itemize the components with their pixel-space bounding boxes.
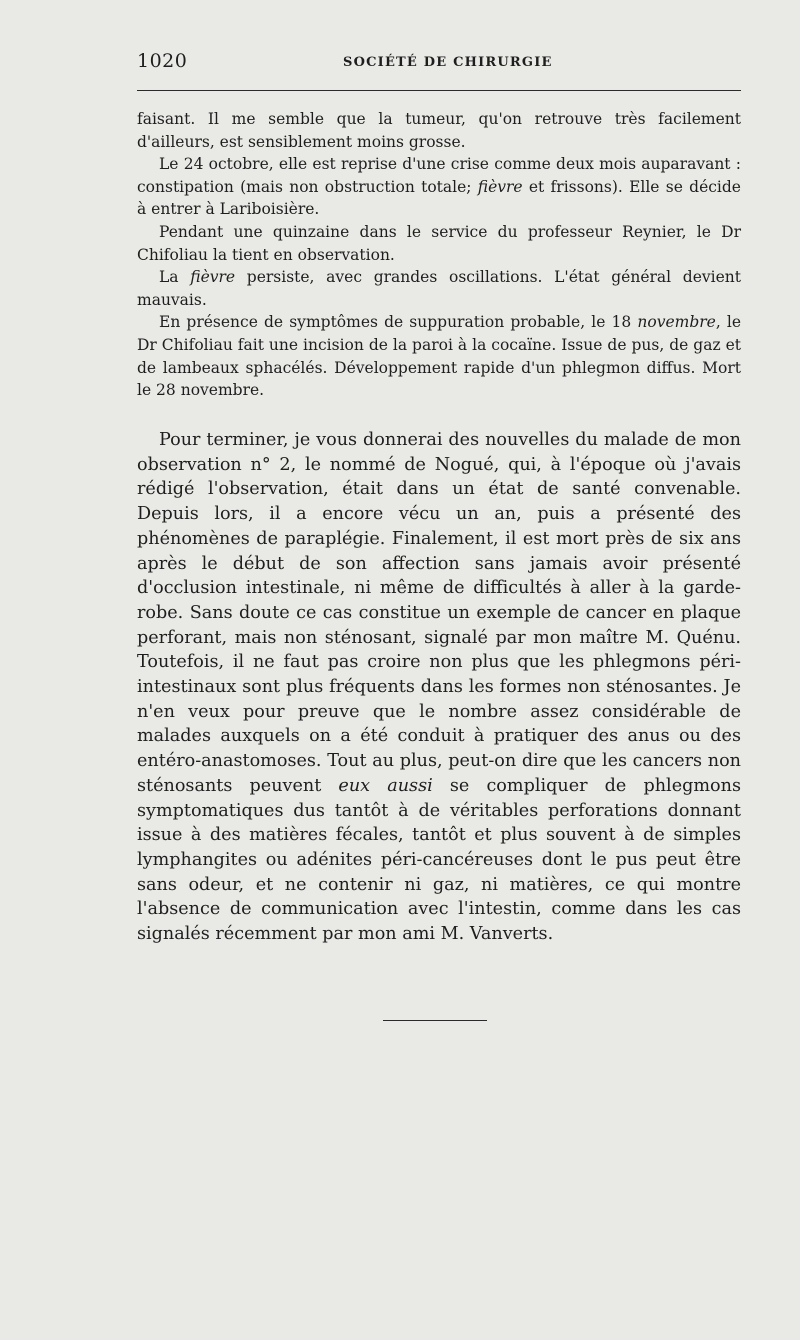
case-note-text: persiste, avec grandes oscillations. L'état général devient mauvais.: [137, 268, 741, 309]
running-title: SOCIÉTÉ DE CHIRURGIE: [343, 55, 553, 70]
case-notes: [137, 108, 741, 402]
case-note-text: Pendant une quinzaine dans le service du professeur Reynier, le Dr Chifoliau la tient en observation.: [137, 222, 741, 264]
case-note-paragraph: [137, 311, 741, 401]
case-note-emphasis: fièvre: [190, 268, 236, 287]
header-rule: [137, 90, 741, 91]
main-text: [137, 428, 741, 947]
case-note-emphasis: fièvre: [477, 177, 523, 196]
case-note-text: faisant. Il me semble que la tumeur, qu'on retrouve très facilement d'ailleurs, est sensiblement moins grosse.: [137, 110, 741, 151]
page-header: [137, 50, 741, 80]
case-note-emphasis: novembre: [637, 313, 716, 332]
main-paragraph-emphasis: eux aussi: [338, 775, 433, 796]
case-note-text: Le 24 octobre, elle est reprise d'une crise comme deux mois auparavant : constipation (mais non obstruction totale;: [137, 155, 741, 196]
end-rule: [383, 1020, 487, 1021]
case-note-paragraph: [137, 108, 741, 153]
case-note-paragraph: [137, 221, 741, 266]
case-note-text: La: [159, 268, 191, 287]
page-number: 1020: [137, 50, 188, 72]
main-paragraph: [137, 428, 741, 947]
main-paragraph-text: se compliquer de phlegmons symptomatiques dus tantôt à de véritables perforations donnant issue à des matières fécales, tantôt et plus souvent à de simples lymphangites ou adénites péri-cancéreuses dont le pus peut être sans odeur, et ne contenir ni gaz, ni matières, ce qui montre l'absence de communication avec l'intestin, comme dans les cas signalés récemment par mon ami M. Vanverts.: [137, 775, 741, 945]
case-note-text: , le Dr Chifoliau fait une incision de la paroi à la cocaïne. Issue de pus, de gaz et de lambeaux sphacélés. Développement rapide d'un phlegmon diffus. Mort le 28 novembre.: [137, 313, 742, 400]
case-note-text: et frissons). Elle se décide à entrer à Lariboisière.: [137, 177, 741, 219]
case-note-paragraph: [137, 153, 741, 221]
case-note-paragraph: [137, 266, 741, 311]
case-note-text: En présence de symptômes de suppuration probable, le 18: [159, 313, 638, 332]
main-paragraph-text: Pour terminer, je vous donnerai des nouvelles du malade de mon observation n° 2, le nommé de Nogué, qui, à l'époque où j'avais rédigé l'observation, était dans un état de santé convenable. Depuis lors, il a encore vécu un an, puis a présenté des phénomènes de paraplégie. Finalement, il est mort près de six ans après le début de son affection sans jamais avoir présenté d'occlusion intestinale, ni même de difficultés à aller à la garde-robe. Sans doute ce cas constitue un exemple de cancer en plaque perforant, mais non sténosant, signalé par mon maître M. Quénu. Toutefois, il ne faut pas croire non plus que les phlegmons péri-intestinaux sont plus fréquents dans les formes non sténosantes. Je n'en veux pour preuve que le nombre assez considérable de malades auxquels on a été conduit à pratiquer des anus ou des entéro-anastomoses. Tout au plus, peut-on dire que les cancers non sténosants peuvent: [137, 430, 741, 796]
